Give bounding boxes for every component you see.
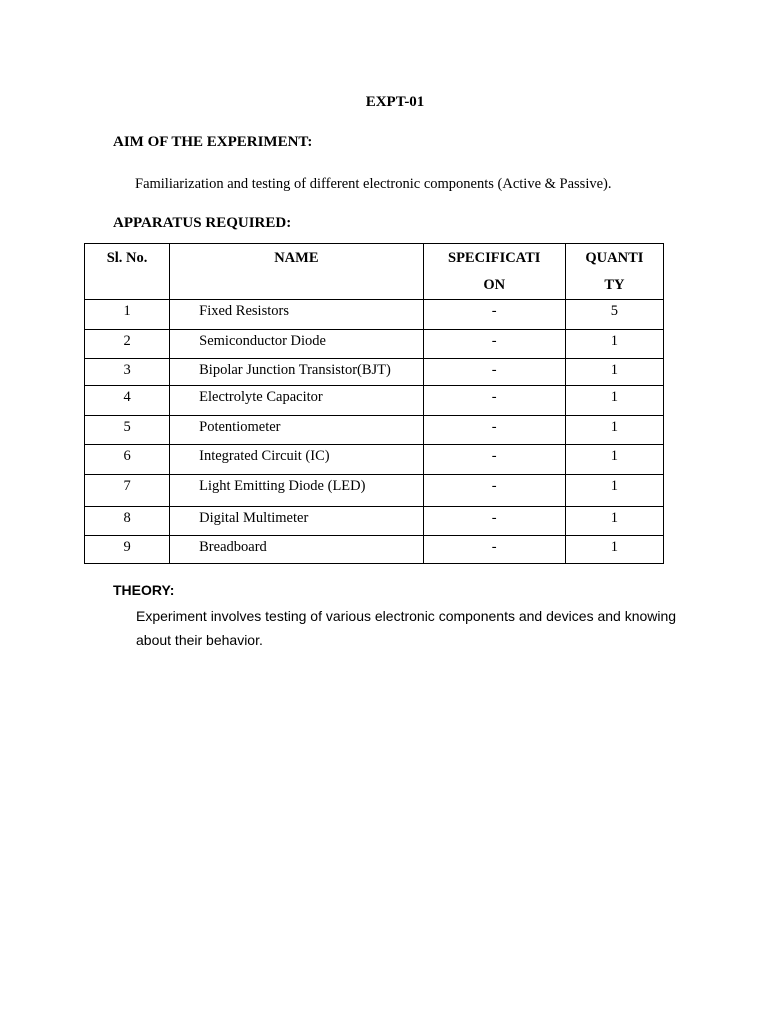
cell-spec: -: [423, 445, 565, 475]
cell-sl: 8: [85, 507, 170, 536]
cell-sl: 5: [85, 416, 170, 445]
header-qty-line1: QUANTI: [585, 250, 644, 266]
cell-spec: -: [423, 359, 565, 386]
header-sl-no: [85, 244, 170, 300]
cell-spec: -: [423, 536, 565, 564]
cell-spec: -: [423, 507, 565, 536]
table-row: [85, 507, 664, 536]
table-header-row: [85, 244, 664, 300]
cell-name: Integrated Circuit (IC): [170, 445, 423, 475]
cell-qty: 1: [565, 330, 663, 359]
cell-name: Light Emitting Diode (LED): [170, 475, 423, 507]
cell-sl: 3: [85, 359, 170, 386]
page-title: EXPT-01: [365, 94, 425, 110]
header-spec-line1: SPECIFICATI: [448, 250, 541, 266]
cell-qty: 1: [565, 536, 663, 564]
table-row: [85, 416, 664, 445]
cell-sl: 2: [85, 330, 170, 359]
aim-text: Familiarization and testing of different electronic components (Active & Passive).: [135, 176, 612, 192]
cell-qty: 1: [565, 416, 663, 445]
table-row: [85, 386, 664, 416]
header-spec-line2: ON: [483, 277, 506, 293]
cell-spec: -: [423, 416, 565, 445]
table-row: [85, 300, 664, 330]
header-name-label: NAME: [274, 250, 319, 266]
cell-sl: 7: [85, 475, 170, 507]
cell-name: Semiconductor Diode: [170, 330, 423, 359]
cell-qty: 5: [565, 300, 663, 330]
cell-name: Fixed Resistors: [170, 300, 423, 330]
theory-text: Experiment involves testing of various electronic components and devices and knowing about their behavior.: [136, 608, 677, 648]
cell-sl: 4: [85, 386, 170, 416]
cell-spec: -: [423, 300, 565, 330]
cell-spec: -: [423, 386, 565, 416]
cell-spec: -: [423, 475, 565, 507]
cell-name: Bipolar Junction Transistor(BJT): [170, 359, 423, 386]
header-name: [170, 244, 423, 300]
table-row: [85, 330, 664, 359]
apparatus-heading: APPARATUS REQUIRED:: [113, 215, 292, 231]
cell-sl: 1: [85, 300, 170, 330]
cell-qty: 1: [565, 475, 663, 507]
header-sl-no-label: Sl. No.: [106, 250, 148, 266]
cell-spec: -: [423, 330, 565, 359]
cell-name: Breadboard: [170, 536, 423, 564]
header-qty-line2: TY: [604, 277, 625, 293]
table-row: [85, 536, 664, 564]
aim-heading: AIM OF THE EXPERIMENT:: [113, 134, 313, 150]
cell-qty: 1: [565, 445, 663, 475]
header-specification: [423, 244, 565, 300]
table-row: [85, 359, 664, 386]
cell-qty: 1: [565, 386, 663, 416]
table-row: [85, 475, 664, 507]
apparatus-table: [84, 243, 664, 564]
cell-sl: 9: [85, 536, 170, 564]
cell-name: Electrolyte Capacitor: [170, 386, 423, 416]
table-row: [85, 445, 664, 475]
cell-name: Potentiometer: [170, 416, 423, 445]
theory-heading: THEORY:: [113, 582, 175, 598]
cell-qty: 1: [565, 507, 663, 536]
cell-sl: 6: [85, 445, 170, 475]
cell-qty: 1: [565, 359, 663, 386]
cell-name: Digital Multimeter: [170, 507, 423, 536]
header-quantity: [565, 244, 663, 300]
